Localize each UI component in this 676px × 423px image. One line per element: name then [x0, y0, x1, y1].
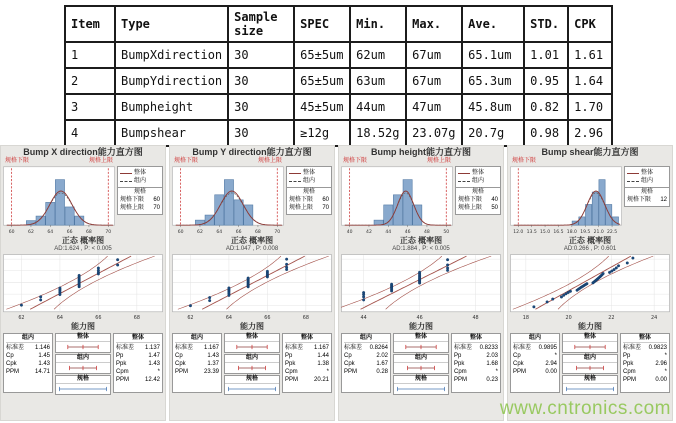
std-label: 标准差	[513, 345, 532, 351]
overall-interval-plot	[225, 342, 279, 352]
capability-panel	[507, 145, 673, 421]
overall-std-value: 0.8233	[479, 345, 498, 351]
within-interval-plot	[394, 363, 448, 373]
panel-title: Bump X direction能力直方图	[23, 147, 143, 157]
ppm-label: PPM	[513, 369, 527, 375]
cpm-label: Cpm	[454, 369, 467, 375]
overall-line-icon	[458, 173, 470, 174]
legend-lsl-value: 12	[660, 196, 667, 203]
cell: 30	[228, 120, 294, 146]
cpk-label: Cpk	[6, 361, 17, 367]
svg-text:13.5: 13.5	[526, 229, 537, 235]
cpk-value: 1.37	[207, 361, 219, 367]
capability-plot-title: 能力图	[578, 322, 602, 331]
ppk-value: 1.68	[486, 361, 498, 367]
cell: 1.01	[524, 42, 568, 68]
cell: 2.96	[568, 120, 612, 146]
cpm-label: Cpm	[116, 369, 129, 375]
svg-text:44: 44	[385, 229, 392, 235]
cell: 62um	[350, 42, 406, 68]
svg-text:60: 60	[8, 229, 15, 235]
summary-table-wrap	[64, 5, 613, 147]
lsl-label: 规格下限	[343, 158, 368, 164]
within-stats-title: 组内	[513, 335, 557, 343]
cell: 63um	[350, 68, 406, 94]
histogram-chart	[510, 166, 622, 235]
overall-std-value: 1.167	[313, 345, 329, 351]
capability-intervals	[562, 333, 618, 395]
overall-stats-title: 整体	[285, 335, 329, 343]
within-std-value: 0.9895	[538, 345, 557, 351]
overall-interval-plot	[394, 342, 448, 352]
usl-label: 规格上限	[426, 158, 451, 164]
probability-plot	[510, 254, 670, 321]
panel-title: Bump shear能力直方图	[541, 147, 639, 157]
overall-interval-plot	[56, 342, 110, 352]
svg-text:48: 48	[472, 314, 479, 321]
cell: 65.1um	[462, 42, 524, 68]
col-header: Type	[115, 6, 228, 42]
capability-panel	[338, 145, 504, 421]
ppm-label: PPM	[116, 377, 130, 383]
pp-value: 2.03	[486, 353, 498, 359]
legend-usl-value: 70	[322, 204, 329, 211]
svg-text:46: 46	[404, 229, 411, 235]
legend	[286, 166, 332, 215]
legend	[117, 166, 163, 215]
cp-value: *	[554, 353, 557, 359]
ppm-label: PPM	[175, 369, 189, 375]
cp-value: 1.45	[38, 353, 50, 359]
cp-label: Cp	[6, 353, 14, 359]
overall-stats-title: 整体	[116, 335, 160, 343]
usl-label: 规格上限	[88, 158, 113, 164]
svg-text:64: 64	[225, 314, 233, 321]
std-label: 标准差	[6, 345, 25, 351]
legend-spec-title: 规格	[471, 189, 484, 195]
ppk-label: Ppk	[285, 361, 296, 367]
histogram-section	[341, 158, 501, 235]
lsl-label: 规格下限	[512, 158, 537, 164]
table-row	[65, 42, 612, 68]
cell: 1.70	[568, 94, 612, 120]
cell: 30	[228, 42, 294, 68]
capability-section	[3, 333, 163, 395]
ppk-value: 2.96	[655, 361, 667, 367]
cell: 44um	[350, 94, 406, 120]
probability-plot	[341, 254, 501, 321]
ppm-label: PPM	[285, 377, 299, 383]
table-row	[65, 68, 612, 94]
cell: 0.95	[524, 68, 568, 94]
legend-lsl-value: 60	[153, 196, 160, 203]
within-interval-plot	[225, 363, 279, 373]
overall-line-icon	[120, 173, 132, 174]
std-label: 标准差	[175, 345, 194, 351]
watermark: www.cntronics.com	[499, 398, 671, 419]
svg-text:64: 64	[56, 314, 64, 321]
ppk-label: Ppk	[116, 361, 127, 367]
within-stats-title: 组内	[344, 335, 388, 343]
ad-statistic: AD:0.266 , P: 0.601	[563, 246, 617, 252]
pp-value: 1.47	[148, 353, 160, 359]
cell: 3	[65, 94, 115, 120]
within-stats-box	[3, 333, 53, 393]
within-stats-box	[341, 333, 391, 393]
cell: 1.61	[568, 42, 612, 68]
cpk-value: 1.43	[38, 361, 50, 367]
within-interval-label: 组内	[394, 355, 448, 363]
std-label: 标准差	[285, 345, 304, 351]
lsl-label: 规格下限	[174, 158, 199, 164]
pp-value: 1.44	[317, 353, 329, 359]
col-header: Item	[65, 6, 115, 42]
within-interval-plot	[56, 363, 110, 373]
usl-label: 规格上限	[257, 158, 282, 164]
overall-interval-label: 整体	[56, 334, 110, 342]
cell: 45±5um	[294, 94, 350, 120]
histogram-chart	[172, 166, 284, 235]
probability-plot	[3, 254, 163, 321]
svg-text:62: 62	[197, 229, 203, 235]
pp-label: Pp	[623, 353, 631, 359]
capability-intervals	[55, 333, 111, 395]
overall-interval-label: 整体	[225, 334, 279, 342]
overall-stats-box	[113, 333, 163, 393]
capability-section	[341, 333, 501, 395]
svg-text:22.5: 22.5	[606, 229, 618, 235]
ppk-label: Ppk	[623, 361, 634, 367]
pp-label: Pp	[285, 353, 293, 359]
svg-text:48: 48	[424, 229, 430, 235]
legend-spec-title: 规格	[640, 189, 653, 195]
spec-interval-plot	[563, 384, 617, 394]
cell: 67um	[406, 68, 462, 94]
capability-section	[172, 333, 332, 395]
legend-within-label: 组内	[641, 177, 654, 184]
pp-label: Pp	[116, 353, 124, 359]
within-line-icon	[627, 181, 639, 182]
ppm-label: PPM	[344, 369, 358, 375]
prob-plot-title: 正态 概率图	[399, 236, 443, 245]
ppk-value: 1.43	[148, 361, 160, 367]
ppm-label: PPM	[6, 369, 20, 375]
probability-plot	[172, 254, 332, 321]
cell: 65.3um	[462, 68, 524, 94]
within-interval-label: 组内	[225, 355, 279, 363]
capability-plot-title: 能力图	[240, 322, 264, 331]
legend-lsl-value: 40	[491, 196, 498, 203]
legend-lsl-label: 规格下限	[458, 196, 483, 203]
within-interval-label: 组内	[56, 355, 110, 363]
svg-text:12.0: 12.0	[513, 229, 524, 235]
summary-table	[64, 5, 613, 147]
cell: 65±5um	[294, 68, 350, 94]
legend	[455, 166, 501, 215]
prob-plot-title: 正态 概率图	[230, 236, 274, 245]
spec-interval-plot	[225, 384, 279, 394]
legend-usl-label: 规格上限	[289, 204, 314, 211]
legend-lsl-label: 规格下限	[120, 196, 145, 203]
svg-text:66: 66	[264, 314, 271, 321]
within-ppm-value: 0.00	[545, 369, 557, 375]
svg-text:68: 68	[86, 229, 92, 235]
capability-intervals	[224, 333, 280, 395]
within-stats-box	[510, 333, 560, 393]
legend-usl-label: 规格上限	[458, 204, 483, 211]
svg-text:24: 24	[651, 314, 658, 321]
ppk-label: Ppk	[454, 361, 465, 367]
legend-within-label: 组内	[472, 177, 485, 184]
svg-text:70: 70	[105, 229, 112, 235]
cell: 65±5um	[294, 42, 350, 68]
cpm-value: *	[326, 369, 329, 375]
col-header: SPEC	[294, 6, 350, 42]
pp-value: *	[664, 353, 667, 359]
table-row	[65, 94, 612, 120]
std-label: 标准差	[454, 345, 473, 351]
overall-interval-plot	[563, 342, 617, 352]
cp-value: 2.02	[376, 353, 388, 359]
legend-within-label: 组内	[303, 177, 316, 184]
cell: 18.52g	[350, 120, 406, 146]
ad-statistic: AD:1.624 , P: < 0.005	[54, 246, 112, 252]
legend-usl-label: 规格上限	[120, 204, 145, 211]
svg-text:44: 44	[360, 314, 367, 321]
cpk-value: 2.94	[545, 361, 557, 367]
cpk-label: Cpk	[175, 361, 186, 367]
cp-value: 1.43	[207, 353, 219, 359]
cell: ≥12g	[294, 120, 350, 146]
svg-text:42: 42	[366, 229, 372, 235]
table-header-row	[65, 6, 612, 42]
capability-plot-title: 能力图	[409, 322, 433, 331]
svg-text:21.0: 21.0	[593, 229, 604, 235]
svg-text:18: 18	[522, 314, 529, 321]
svg-text:46: 46	[416, 314, 423, 321]
within-stats-title: 组内	[175, 335, 219, 343]
spec-interval-label: 规格	[563, 376, 617, 384]
overall-line-icon	[289, 173, 301, 174]
svg-text:62: 62	[28, 229, 34, 235]
histogram-chart	[341, 166, 453, 235]
histogram-section	[3, 158, 163, 235]
prob-plot-title: 正态 概率图	[568, 236, 612, 245]
cell: 1	[65, 42, 115, 68]
capability-section	[510, 333, 670, 395]
within-line-icon	[289, 181, 301, 182]
within-ppm-value: 23.39	[203, 369, 219, 375]
histogram-section	[172, 158, 332, 235]
cell: 1.64	[568, 68, 612, 94]
svg-text:22: 22	[608, 314, 615, 321]
within-ppm-value: 14.71	[34, 369, 50, 375]
spec-interval-label: 规格	[394, 376, 448, 384]
overall-ppm-value: 0.23	[486, 377, 498, 383]
col-header: CPK	[568, 6, 612, 42]
cpm-label: Cpm	[623, 369, 636, 375]
std-label: 标准差	[116, 345, 135, 351]
within-line-icon	[120, 181, 132, 182]
svg-text:40: 40	[346, 229, 353, 235]
ad-statistic: AD:1.047 , P: 0.008	[225, 246, 279, 252]
svg-text:64: 64	[216, 229, 223, 235]
cp-label: Cp	[344, 353, 352, 359]
within-stats-box	[172, 333, 222, 393]
within-std-value: 1.167	[203, 345, 219, 351]
svg-text:62: 62	[187, 314, 194, 321]
overall-ppm-value: 12.42	[144, 377, 160, 383]
capability-panel	[169, 145, 335, 421]
svg-text:64: 64	[47, 229, 54, 235]
ad-statistic: AD:1.884 , P: < 0.005	[392, 246, 450, 252]
overall-std-value: 1.137	[144, 345, 160, 351]
spec-interval-plot	[56, 384, 110, 394]
cpm-label: Cpm	[285, 369, 298, 375]
overall-ppm-value: 20.21	[313, 377, 329, 383]
svg-text:68: 68	[133, 314, 140, 321]
cell: 30	[228, 94, 294, 120]
legend	[624, 166, 670, 207]
overall-ppm-value: 0.00	[655, 377, 667, 383]
table-row	[65, 120, 612, 146]
cell: 23.07g	[406, 120, 462, 146]
cp-label: Cp	[175, 353, 183, 359]
legend-usl-value: 50	[491, 204, 498, 211]
overall-stats-box	[451, 333, 501, 393]
svg-text:20: 20	[565, 314, 572, 321]
cell: 0.98	[524, 120, 568, 146]
svg-text:19.5: 19.5	[580, 229, 591, 235]
svg-text:66: 66	[66, 229, 73, 235]
legend-usl-value: 70	[153, 204, 160, 211]
std-label: 标准差	[623, 345, 642, 351]
overall-std-value: 0.9823	[648, 345, 667, 351]
overall-stats-box	[282, 333, 332, 393]
overall-stats-title: 整体	[454, 335, 498, 343]
svg-text:66: 66	[95, 314, 102, 321]
cpm-value: *	[664, 369, 667, 375]
legend-within-label: 组内	[134, 177, 147, 184]
overall-stats-box	[620, 333, 670, 393]
legend-spec-title: 规格	[133, 189, 146, 195]
within-std-value: 0.8264	[369, 345, 388, 351]
cpk-label: Cpk	[344, 361, 355, 367]
within-interval-plot	[563, 363, 617, 373]
within-line-icon	[458, 181, 470, 182]
within-std-value: 1.146	[34, 345, 50, 351]
ppm-label: PPM	[454, 377, 468, 383]
capability-panel	[0, 145, 166, 421]
cpm-value: *	[495, 369, 498, 375]
histogram-chart	[3, 166, 115, 235]
svg-text:15.0: 15.0	[540, 229, 551, 235]
cell: Bumpheight	[115, 94, 228, 120]
cell: 30	[228, 68, 294, 94]
panel-title: Bump Y direction能力直方图	[192, 147, 312, 157]
histogram-section	[510, 158, 670, 235]
cpk-label: Cpk	[513, 361, 524, 367]
svg-text:66: 66	[235, 229, 242, 235]
col-header: Ave.	[462, 6, 524, 42]
col-header: Sample size	[228, 6, 294, 42]
spec-interval-plot	[394, 384, 448, 394]
cell: 45.8um	[462, 94, 524, 120]
cell: Bumpshear	[115, 120, 228, 146]
cell: BumpXdirection	[115, 42, 228, 68]
legend-overall-label: 整体	[303, 169, 316, 176]
cell: 47um	[406, 94, 462, 120]
within-stats-title: 组内	[6, 335, 50, 343]
prob-plot-title: 正态 概率图	[61, 236, 105, 245]
col-header: Min.	[350, 6, 406, 42]
legend-overall-label: 整体	[641, 169, 654, 176]
overall-stats-title: 整体	[623, 335, 667, 343]
legend-lsl-label: 规格下限	[289, 196, 314, 203]
svg-text:18.0: 18.0	[566, 229, 577, 235]
std-label: 标准差	[344, 345, 363, 351]
cpm-value: *	[157, 369, 160, 375]
legend-lsl-value: 60	[322, 196, 329, 203]
capability-panels	[0, 145, 676, 421]
capability-intervals	[393, 333, 449, 395]
svg-text:62: 62	[18, 314, 25, 321]
within-ppm-value: 0.28	[376, 369, 388, 375]
overall-interval-label: 整体	[563, 334, 617, 342]
svg-text:68: 68	[302, 314, 309, 321]
pp-label: Pp	[454, 353, 462, 359]
cell: BumpYdirection	[115, 68, 228, 94]
cp-label: Cp	[513, 353, 521, 359]
col-header: STD.	[524, 6, 568, 42]
overall-line-icon	[627, 173, 639, 174]
cell: 0.82	[524, 94, 568, 120]
overall-interval-label: 整体	[394, 334, 448, 342]
svg-text:16.5: 16.5	[553, 229, 564, 235]
cpk-value: 1.67	[376, 361, 388, 367]
legend-overall-label: 整体	[134, 169, 147, 176]
legend-overall-label: 整体	[472, 169, 485, 176]
cell: 20.7g	[462, 120, 524, 146]
cell: 4	[65, 120, 115, 146]
within-interval-label: 组内	[563, 355, 617, 363]
ppk-value: 1.38	[317, 361, 329, 367]
svg-text:60: 60	[177, 229, 184, 235]
capability-plot-title: 能力图	[71, 322, 95, 331]
lsl-label: 规格下限	[5, 158, 30, 164]
svg-text:70: 70	[274, 229, 281, 235]
spec-interval-label: 规格	[225, 376, 279, 384]
col-header: Max.	[406, 6, 462, 42]
svg-text:50: 50	[443, 229, 450, 235]
cell: 2	[65, 68, 115, 94]
svg-text:68: 68	[255, 229, 261, 235]
panel-title: Bump height能力直方图	[371, 147, 471, 157]
spec-interval-label: 规格	[56, 376, 110, 384]
legend-lsl-label: 规格下限	[627, 196, 652, 203]
legend-spec-title: 规格	[302, 189, 315, 195]
cell: 67um	[406, 42, 462, 68]
ppm-label: PPM	[623, 377, 637, 383]
